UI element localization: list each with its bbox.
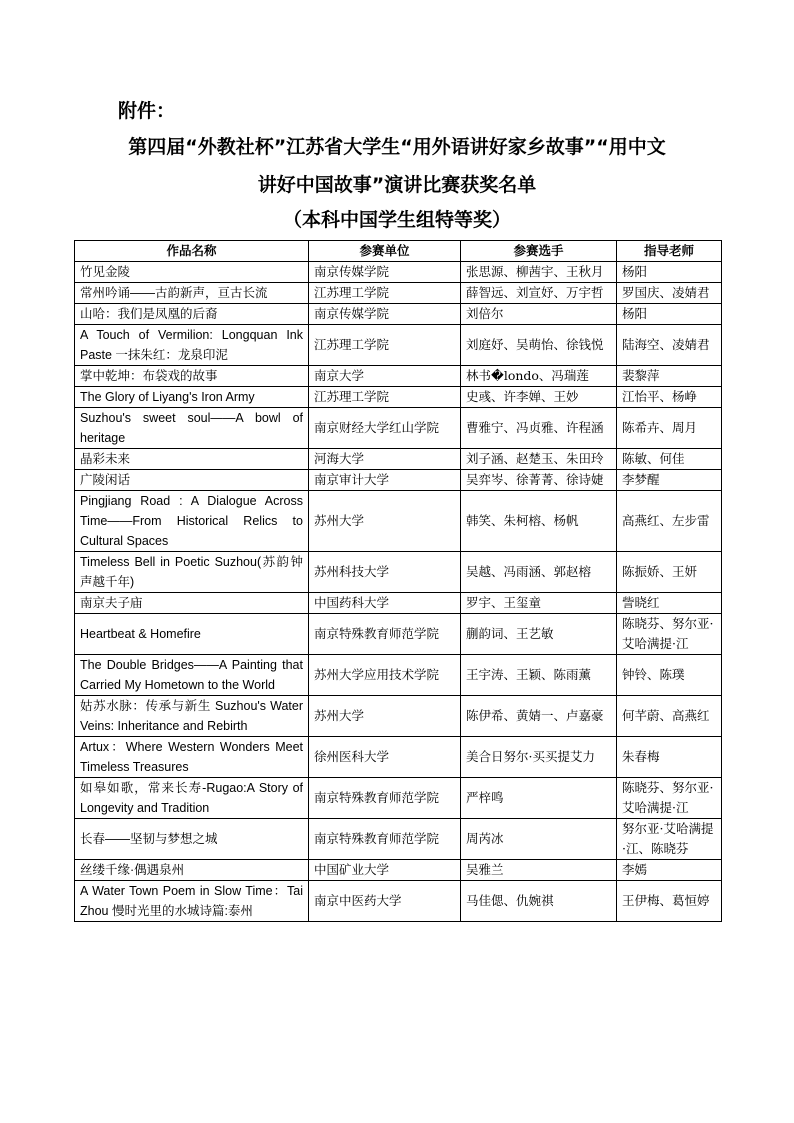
advisors-cell: 裴黎萍 <box>617 366 722 387</box>
advisors-cell: 陆海空、凌婧君 <box>617 325 722 366</box>
work-name-cell: 常州吟诵——古韵新声，亘古长流 <box>75 283 309 304</box>
unit-cell: 苏州大学 <box>309 696 461 737</box>
table-row <box>75 819 722 860</box>
players-cell: 吴雅兰 <box>461 860 617 881</box>
players-cell: 周芮冰 <box>461 819 617 860</box>
attachment-label: 附件： <box>118 100 176 122</box>
advisors-cell: 陈晓芬、努尔亚·艾哈满提·江 <box>617 614 722 655</box>
table-row <box>75 366 722 387</box>
work-name-cell: 长春——坚韧与梦想之城 <box>75 819 309 860</box>
advisors-cell: 杨阳 <box>617 262 722 283</box>
players-cell: 刘倍尔 <box>461 304 617 325</box>
advisors-cell: 何芊蔚、高燕红 <box>617 696 722 737</box>
unit-cell: 南京特殊教育师范学院 <box>309 819 461 860</box>
unit-cell: 苏州大学应用技术学院 <box>309 655 461 696</box>
table-row <box>75 491 722 552</box>
players-cell: 薛智远、刘宣妤、万宇哲 <box>461 283 617 304</box>
players-cell: 刘子涵、赵楚玉、朱田玲 <box>461 449 617 470</box>
unit-cell: 南京审计大学 <box>309 470 461 491</box>
work-name-cell: Pingjiang Road : A Dialogue Across Time——From Historical Relics to Cultural Spaces <box>75 491 309 552</box>
unit-cell: 南京中医药大学 <box>309 881 461 922</box>
players-cell: 张思源、柳茜宇、王秋月 <box>461 262 617 283</box>
work-name-cell: A Water Town Poem in Slow Time：Tai Zhou 慢时光里的水城诗篇:泰州 <box>75 881 309 922</box>
players-cell: 吴越、冯雨涵、郭赵榕 <box>461 552 617 593</box>
work-name-cell: 竹见金陵 <box>75 262 309 283</box>
table-row <box>75 387 722 408</box>
unit-cell: 徐州医科大学 <box>309 737 461 778</box>
table-row <box>75 737 722 778</box>
work-name-cell: 山哈：我们是凤凰的后裔 <box>75 304 309 325</box>
advisors-cell: 罗国庆、凌婧君 <box>617 283 722 304</box>
players-cell: 史彧、许李婵、王妙 <box>461 387 617 408</box>
work-name-cell: 丝缕千缘·偶遇泉州 <box>75 860 309 881</box>
table-row <box>75 860 722 881</box>
work-name-cell: Timeless Bell in Poetic Suzhou(苏韵钟声越千年) <box>75 552 309 593</box>
header-players: 参赛选手 <box>461 241 617 262</box>
unit-cell: 江苏理工学院 <box>309 387 461 408</box>
players-cell: 吴弈岑、徐菁菁、徐诗婕 <box>461 470 617 491</box>
players-cell: 刘庭妤、吴萌怡、徐钱悦 <box>461 325 617 366</box>
players-cell: 蒯韵词、王艺敏 <box>461 614 617 655</box>
table-row <box>75 325 722 366</box>
unit-cell: 南京财经大学红山学院 <box>309 408 461 449</box>
advisors-cell: 李嫣 <box>617 860 722 881</box>
table-row <box>75 304 722 325</box>
work-name-cell: Heartbeat & Homefire <box>75 614 309 655</box>
advisors-cell: 高燕红、左步雷 <box>617 491 722 552</box>
unit-cell: 中国矿业大学 <box>309 860 461 881</box>
work-name-cell: Artux：Where Western Wonders Meet Timeless Treasures <box>75 737 309 778</box>
work-name-cell: 南京夫子庙 <box>75 593 309 614</box>
advisors-cell: 陈振娇、王妍 <box>617 552 722 593</box>
players-cell: 曹雅宁、冯贞雅、许程涵 <box>461 408 617 449</box>
unit-cell: 苏州大学 <box>309 491 461 552</box>
header-advisors: 指导老师 <box>617 241 722 262</box>
work-name-cell: The Glory of Liyang's Iron Army <box>75 387 309 408</box>
table-row <box>75 778 722 819</box>
unit-cell: 中国药科大学 <box>309 593 461 614</box>
table-row <box>75 614 722 655</box>
players-cell: 美合日努尔·买买提艾力 <box>461 737 617 778</box>
advisors-cell: 陈希卉、周月 <box>617 408 722 449</box>
table-body <box>75 262 722 922</box>
advisors-cell: 陈晓芬、努尔亚·艾哈满提·江 <box>617 778 722 819</box>
table-row <box>75 262 722 283</box>
players-cell: 严梓鸣 <box>461 778 617 819</box>
header-work: 作品名称 <box>75 241 309 262</box>
unit-cell: 南京特殊教育师范学院 <box>309 614 461 655</box>
title-line-1: 第四届“外教社杯”江苏省大学生“用外语讲好家乡故事”“用中文 <box>128 136 666 158</box>
table-header-row <box>75 241 722 262</box>
unit-cell: 河海大学 <box>309 449 461 470</box>
table-row <box>75 593 722 614</box>
advisors-cell: 王伊梅、葛恒婷 <box>617 881 722 922</box>
advisors-cell: 江怡平、杨峥 <box>617 387 722 408</box>
advisors-cell: 朱春梅 <box>617 737 722 778</box>
table-row <box>75 655 722 696</box>
table-row <box>75 408 722 449</box>
awards-table <box>74 240 722 922</box>
unit-cell: 南京特殊教育师范学院 <box>309 778 461 819</box>
unit-cell: 苏州科技大学 <box>309 552 461 593</box>
advisors-cell: 訾晓红 <box>617 593 722 614</box>
work-name-cell: 如皋如歌，常来长寿-Rugao:A Story of Longevity and Tradition <box>75 778 309 819</box>
table-row <box>75 552 722 593</box>
players-cell: 王宇涛、王颖、陈雨薰 <box>461 655 617 696</box>
players-cell: 韩笑、朱柯榕、杨帆 <box>461 491 617 552</box>
title-line-2: 讲好中国故事”演讲比赛获奖名单 <box>257 174 537 196</box>
work-name-cell: 晶彩未来 <box>75 449 309 470</box>
advisors-cell: 钟铃、陈璞 <box>617 655 722 696</box>
unit-cell: 南京大学 <box>309 366 461 387</box>
table-row <box>75 470 722 491</box>
work-name-cell: The Double Bridges——A Painting that Carried My Hometown to the World <box>75 655 309 696</box>
work-name-cell: 广陵闲话 <box>75 470 309 491</box>
header-unit: 参赛单位 <box>309 241 461 262</box>
table-row <box>75 449 722 470</box>
unit-cell: 南京传媒学院 <box>309 262 461 283</box>
players-cell: 马佳偲、仇婉祺 <box>461 881 617 922</box>
work-name-cell: Suzhou's sweet soul——A bowl of heritage <box>75 408 309 449</box>
title-line-3: （本科中国学生组特等奖） <box>282 209 511 231</box>
players-cell: 林书�londo、冯瑞莲 <box>461 366 617 387</box>
unit-cell: 江苏理工学院 <box>309 283 461 304</box>
advisors-cell: 努尔亚·艾哈满提·江、陈晓芬 <box>617 819 722 860</box>
unit-cell: 江苏理工学院 <box>309 325 461 366</box>
unit-cell: 南京传媒学院 <box>309 304 461 325</box>
work-name-cell: 姑苏水脉：传承与新生 Suzhou's Water Veins: Inheritance and Rebirth <box>75 696 309 737</box>
advisors-cell: 杨阳 <box>617 304 722 325</box>
table-row <box>75 696 722 737</box>
players-cell: 陈伊希、黄婧一、卢嘉豪 <box>461 696 617 737</box>
work-name-cell: 掌中乾坤：布袋戏的故事 <box>75 366 309 387</box>
work-name-cell: A Touch of Vermilion: Longquan Ink Paste 一抹朱红：龙泉印泥 <box>75 325 309 366</box>
table-row <box>75 881 722 922</box>
advisors-cell: 陈敏、何佳 <box>617 449 722 470</box>
players-cell: 罗宇、王玺童 <box>461 593 617 614</box>
table-row <box>75 283 722 304</box>
advisors-cell: 李梦醒 <box>617 470 722 491</box>
